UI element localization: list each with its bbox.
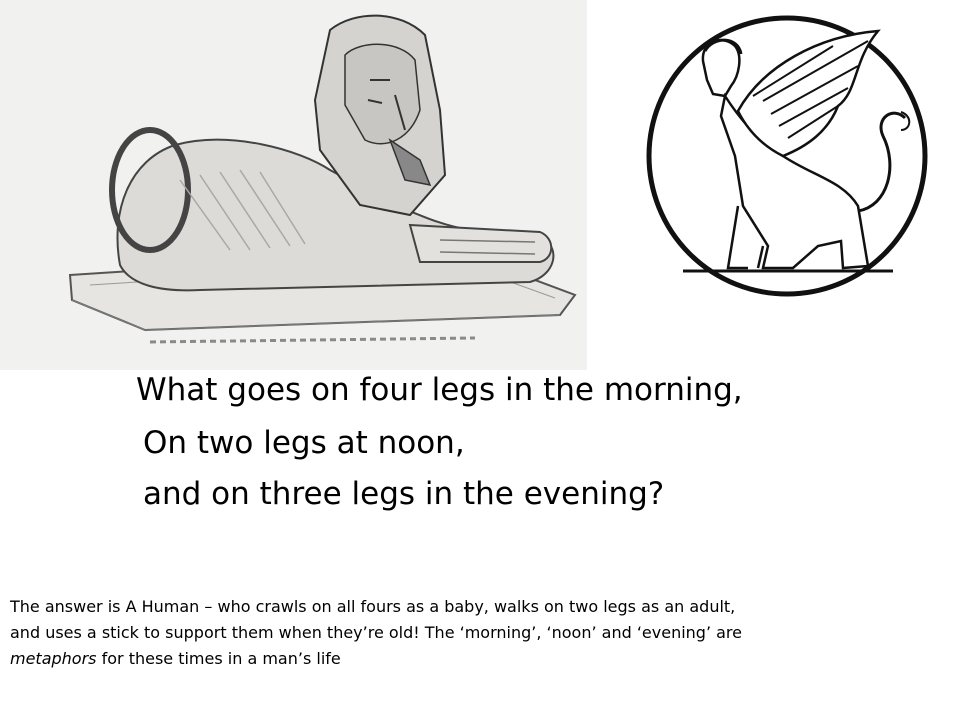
egyptian-sphinx-image — [0, 0, 587, 370]
winged-sphinx-icon — [643, 6, 931, 306]
answer-emphasis: metaphors — [10, 649, 97, 668]
egyptian-sphinx-icon — [0, 0, 587, 370]
riddle-line-2: On two legs at noon, — [143, 425, 465, 461]
answer-line-2: and uses a stick to support them when they’re old! The ‘morning’, ‘noon’ and ‘evening’ are — [10, 623, 742, 642]
riddle-line-3: and on three legs in the evening? — [143, 476, 665, 512]
answer-line-3 — [10, 646, 950, 672]
answer-line-1: The answer is A Human – who crawls on all fours as a baby, walks on two legs as an adult, — [10, 597, 736, 616]
riddle-line-1: What goes on four legs in the morning, — [136, 372, 743, 408]
greek-sphinx-image — [643, 6, 931, 306]
answer-line-3-rest: for these times in a man’s life — [96, 649, 341, 668]
answer-paragraph — [10, 594, 950, 672]
